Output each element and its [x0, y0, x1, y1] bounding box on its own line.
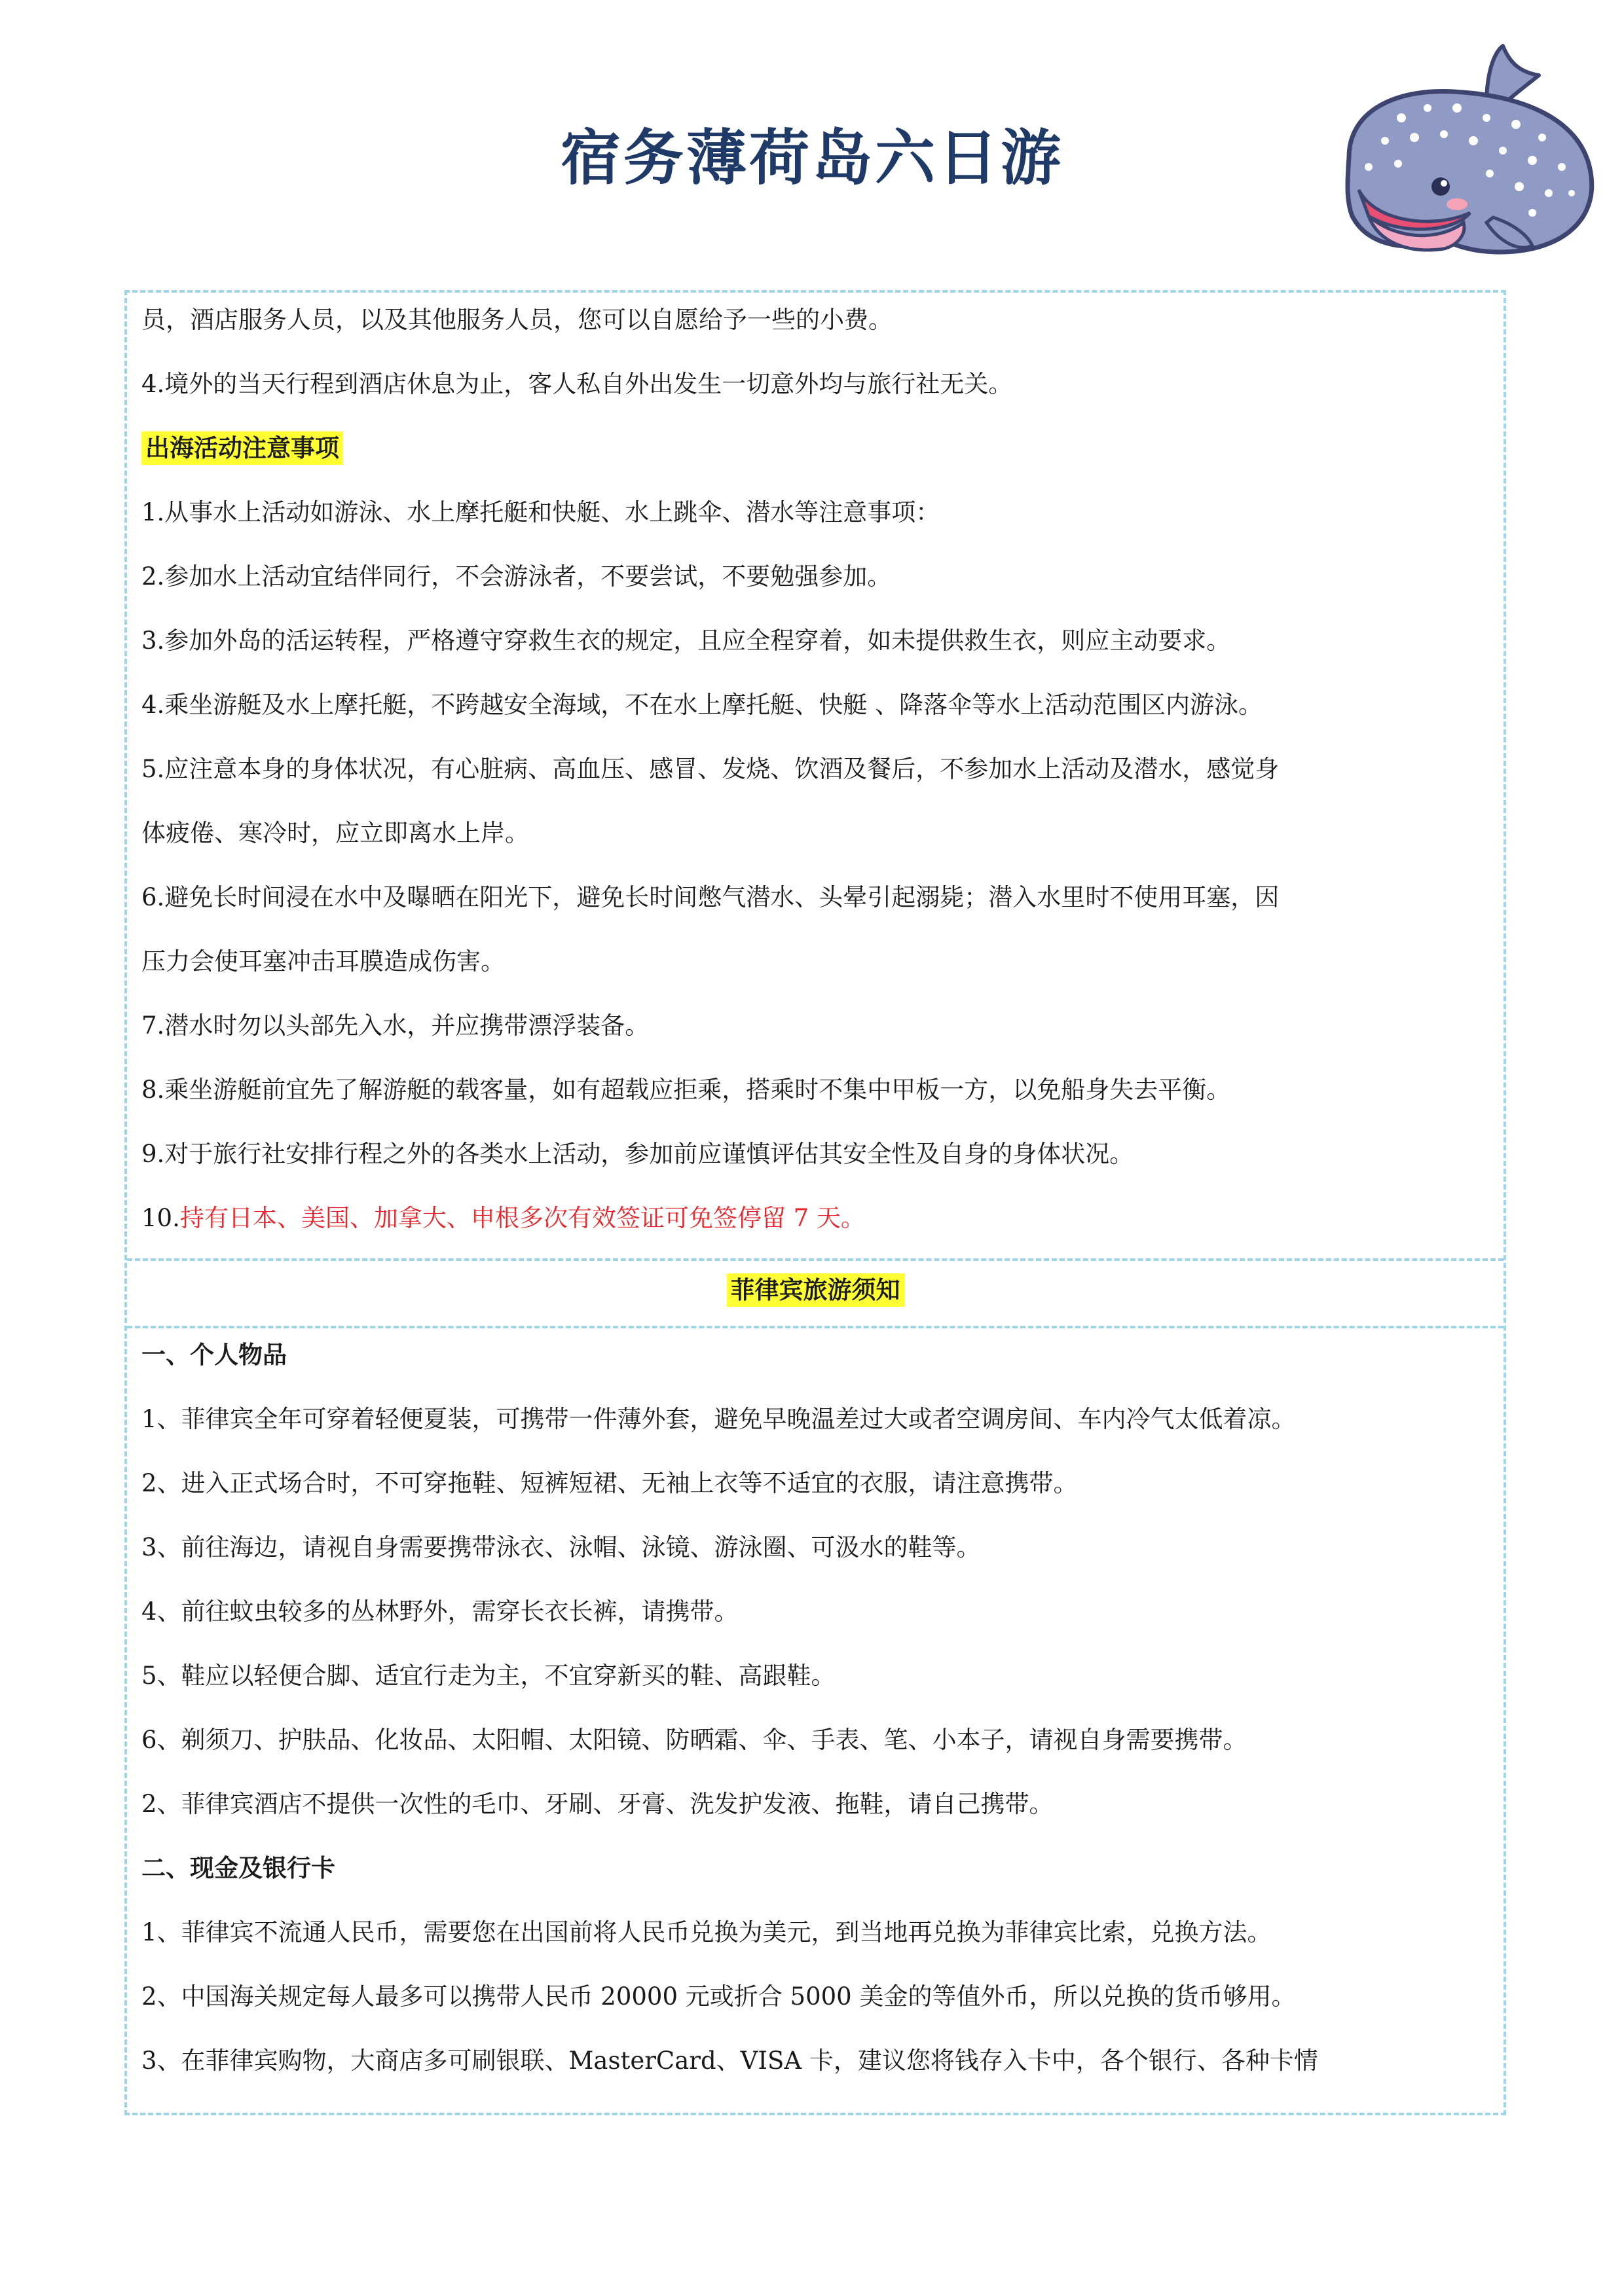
highlighted-heading: 菲律宾旅游须知: [727, 1273, 904, 1307]
page-title: 宿务薄荷岛六日游: [560, 123, 1063, 193]
list-item: 2、菲律宾酒店不提供一次性的毛巾、牙刷、牙膏、洗发护发液、拖鞋，请自己携带。: [141, 1790, 1054, 1818]
sub-heading: 一、个人物品: [141, 1341, 287, 1369]
highlighted-heading: 出海活动注意事项: [141, 431, 343, 465]
list-item: 压力会使耳塞冲击耳膜造成伤害。: [141, 947, 505, 975]
list-item: 1、菲律宾不流通人民币，需要您在出国前将人民币兑换为美元，到当地再兑换为菲律宾比索，兑换方法。: [141, 1918, 1272, 1946]
list-item: 体疲倦、寒冷时，应立即离水上岸。: [141, 819, 529, 847]
list-item: 4.乘坐游艇及水上摩托艇，不跨越安全海域，不在水上摩托艇、快艇 、降落伞等水上活动范围区内游泳。: [141, 691, 1263, 719]
list-item: [141, 1202, 1489, 1235]
sub-heading: 二、现金及银行卡: [141, 1854, 335, 1882]
list-item: 2、进入正式场合时，不可穿拖鞋、短裤短裙、无袖上衣等不适宜的衣服，请注意携带。: [141, 1469, 1078, 1497]
list-item: 1.从事水上活动如游泳、水上摩托艇和快艇、水上跳伞、潜水等注意事项：: [141, 498, 940, 526]
whale-illustration: [1323, 26, 1611, 275]
section-travel-notice-header: [127, 1258, 1504, 1328]
text-line: 4.境外的当天行程到酒店休息为止，客人私自外出发生一切意外均与旅行社无关。: [141, 370, 1013, 398]
list-item: 2.参加水上活动宜结伴同行，不会游泳者，不要尝试，不要勉强参加。: [141, 562, 892, 591]
list-item: 1、菲律宾全年可穿着轻便夏装，可携带一件薄外套，避免早晚温差过大或者空调房间、车内冷气太低着凉。: [141, 1405, 1296, 1433]
list-item: 5、鞋应以轻便合脚、适宜行走为主，不宜穿新买的鞋、高跟鞋。: [141, 1662, 836, 1690]
list-item: 7.潜水时勿以头部先入水，并应携带漂浮装备。: [141, 1011, 650, 1040]
list-item: 6.避免长时间浸在水中及曝晒在阳光下，避免长时间憋气潜水、头晕引起溺毙；潜入水里时不使用耳塞，因: [141, 883, 1280, 911]
visa-note-red: 持有日本、美国、加拿大、申根多次有效签证可免签停留 7 天。: [179, 1204, 865, 1232]
content-box: [124, 290, 1506, 2115]
list-item: 3.参加外岛的活运转程，严格遵守穿救生衣的规定，且应全程穿着，如未提供救生衣，则应主动要求。: [141, 627, 1231, 655]
list-item: 4、前往蚊虫较多的丛林野外，需穿长衣长裤，请携带。: [141, 1597, 739, 1626]
section-heading: [141, 432, 1489, 465]
section-sea-activities: [127, 293, 1504, 1261]
list-item: 6、剃须刀、护肤品、化妆品、太阳帽、太阳镜、防晒霜、伞、手表、笔、小本子，请视自身需要携带。: [141, 1726, 1247, 1754]
item-number: 10.: [141, 1204, 180, 1232]
list-item: 8.乘坐游艇前宜先了解游艇的载客量，如有超载应拒乘，搭乘时不集中甲板一方，以免船身失去平衡。: [141, 1076, 1231, 1104]
text-line: 员，酒店服务人员，以及其他服务人员，您可以自愿给予一些的小费。: [141, 306, 893, 334]
list-item: 5.应注意本身的身体状况，有心脏病、高血压、感冒、发烧、饮酒及餐后，不参加水上活动及潜水，感觉身: [141, 755, 1280, 783]
list-item: 3、在菲律宾购物，大商店多可刷银联、MasterCard、VISA 卡，建议您将钱存入卡中，各个银行、各种卡情: [141, 2047, 1318, 2075]
list-item: 3、前往海边，请视自身需要携带泳衣、泳帽、泳镜、游泳圈、可汲水的鞋等。: [141, 1533, 981, 1561]
section-heading: [127, 1274, 1504, 1307]
section-travel-notice: [127, 1326, 1504, 2113]
list-item: 9.对于旅行社安排行程之外的各类水上活动，参加前应谨慎评估其安全性及自身的身体状况。: [141, 1140, 1134, 1168]
list-item: 2、中国海关规定每人最多可以携带人民币 20000 元或折合 5000 美金的等值外币，所以兑换的货币够用。: [141, 1982, 1296, 2011]
